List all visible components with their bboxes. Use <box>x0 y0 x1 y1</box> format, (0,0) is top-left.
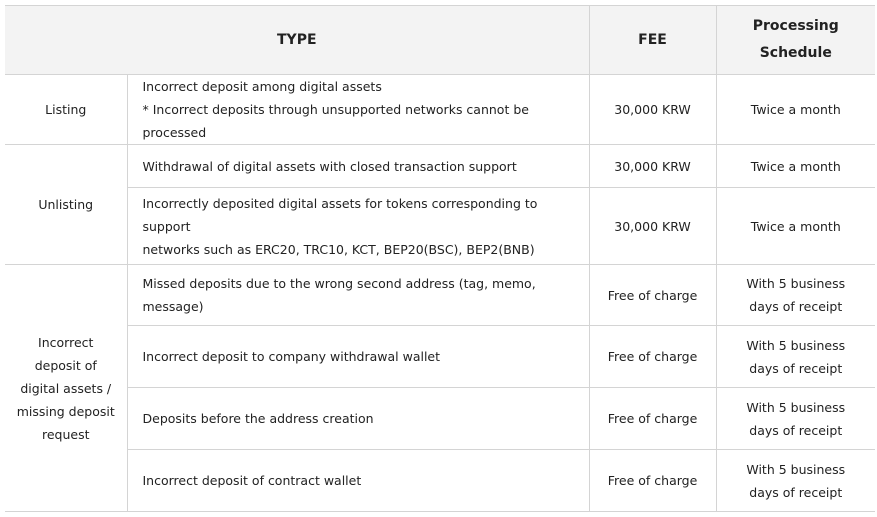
table-row <box>5 265 875 326</box>
header-schedule-line2: Schedule <box>759 45 832 61</box>
type-line: deposit of <box>34 357 97 373</box>
schedule-cell <box>716 265 875 326</box>
fee-cell: Free of charge <box>589 265 716 326</box>
desc-cell <box>127 188 589 265</box>
desc-cell: Withdrawal of digital assets with closed transaction support <box>127 145 589 188</box>
fee-cell: Free of charge <box>589 388 716 450</box>
schedule-line: With 5 business <box>746 461 846 477</box>
type-line: digital assets / <box>20 380 112 396</box>
desc-cell: Missed deposits due to the wrong second address (tag, memo, message) <box>127 265 589 326</box>
table-row <box>5 388 875 450</box>
schedule-line: days of receipt <box>749 422 843 438</box>
schedule-line: With 5 business <box>746 276 846 291</box>
type-cell-incorrect-deposit <box>5 265 127 512</box>
table-row <box>5 145 875 188</box>
desc-line: networks such as ERC20, TRC10, KCT, BEP20(BSC), BEP2(BNB) <box>142 241 535 257</box>
fee-cell: Free of charge <box>589 326 716 388</box>
type-line: missing deposit <box>16 403 115 419</box>
type-line: Incorrect <box>38 334 94 350</box>
desc-cell: Incorrect deposit of contract wallet <box>127 450 589 512</box>
desc-cell: Deposits before the address creation <box>127 388 589 450</box>
desc-note: * Incorrect deposits through unsupported networks cannot be processed <box>142 102 529 140</box>
header-type: TYPE <box>5 6 589 75</box>
fee-cell: 30,000 KRW <box>589 188 716 265</box>
desc-cell: Incorrect deposit to company withdrawal wallet <box>127 326 589 388</box>
fee-cell: 30,000 KRW <box>589 145 716 188</box>
table-row <box>5 326 875 388</box>
schedule-cell <box>716 450 875 512</box>
fee-cell: 30,000 KRW <box>589 75 716 145</box>
table-row <box>5 75 875 145</box>
schedule-cell: Twice a month <box>716 75 875 145</box>
schedule-line: days of receipt <box>749 360 843 376</box>
header-fee: FEE <box>589 6 716 75</box>
desc-cell <box>127 75 589 145</box>
table-row <box>5 188 875 265</box>
header-schedule-line1: Processing <box>752 18 839 34</box>
schedule-cell <box>716 326 875 388</box>
schedule-line: With 5 business <box>746 399 846 415</box>
fee-cell: Free of charge <box>589 450 716 512</box>
schedule-cell: Twice a month <box>716 188 875 265</box>
desc-line: Incorrect deposit among digital assets <box>142 79 382 94</box>
schedule-cell <box>716 388 875 450</box>
type-line: request <box>41 426 90 442</box>
desc-line: Incorrectly deposited digital assets for tokens corresponding to support <box>142 195 538 234</box>
schedule-line: With 5 business <box>746 337 846 353</box>
header-schedule <box>716 6 875 75</box>
fee-table <box>5 5 875 512</box>
header-row <box>5 6 875 75</box>
type-cell-unlisting: Unlisting <box>5 145 127 265</box>
schedule-line: days of receipt <box>749 484 843 500</box>
schedule-cell: Twice a month <box>716 145 875 188</box>
type-cell-listing: Listing <box>5 75 127 145</box>
schedule-line: days of receipt <box>749 299 843 314</box>
table-row <box>5 450 875 512</box>
